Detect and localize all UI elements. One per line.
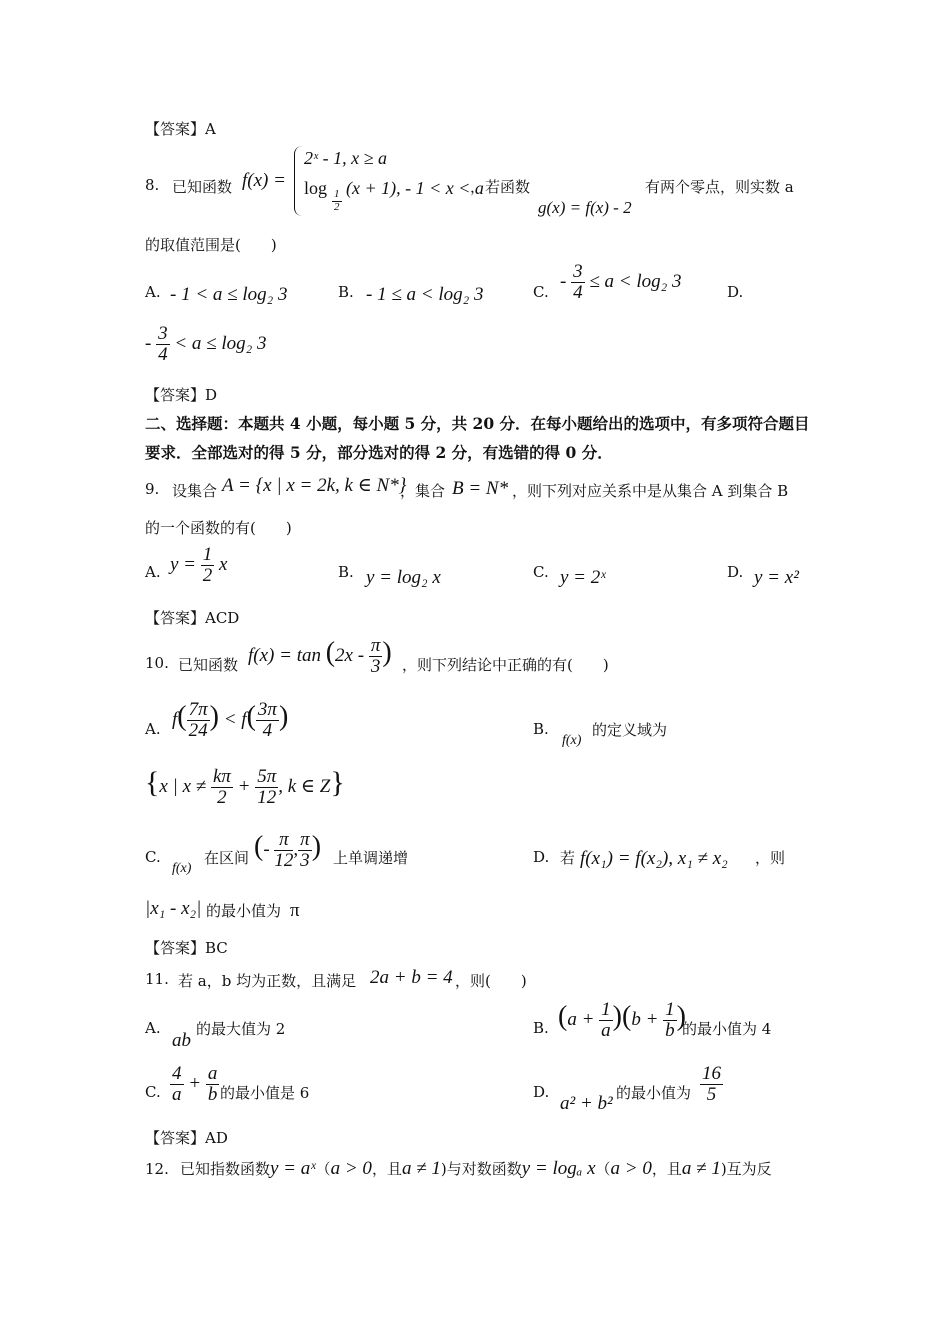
q10-option-d-abs: |x₁ - x₂|	[145, 898, 202, 919]
option-label: D.	[727, 283, 744, 301]
option-label: B.	[338, 563, 354, 581]
set-a: A = {x | x = 2k, k ∈ N*}	[222, 475, 407, 496]
q8-tail-text: 有两个零点，则实数 a	[645, 178, 794, 196]
log-base: $\frac{1}{2}$	[334, 188, 340, 213]
q8-option-b: - 1 ≤ a < log₂ 3	[366, 284, 484, 305]
q12-cond: a ≠ 1	[681, 1158, 721, 1179]
question-lead: 已知函数	[178, 656, 239, 674]
q12-text: )互为反	[720, 1160, 772, 1178]
q12-exp-function: y = aˣ	[269, 1158, 316, 1179]
q11-option-b-math: (a + $\frac{1}{a}$ )(b + $\frac{1}{b}$ )	[558, 999, 686, 1041]
q11-option-d-frac: $\frac{16}{5}$	[702, 1063, 721, 1105]
option-label: C.	[145, 848, 161, 866]
set-b: B = N*	[452, 478, 509, 499]
q10-option-c-fx: f(x)	[172, 861, 192, 876]
q9-option-a: y = $\frac{1}{2}$ x	[170, 544, 228, 586]
question-number: 12.	[145, 1160, 169, 1178]
section-heading-line-2: 要求．全部选对的得 5 分，部分选对的得 2 分，有选错的得 0 分．	[145, 443, 613, 462]
q12-log-function: y = logₐ x	[521, 1158, 596, 1179]
piecewise-brace	[294, 146, 303, 216]
question-lead: 已知函数	[172, 178, 233, 196]
q12-punct: ，且	[651, 1160, 682, 1178]
q11-tail-text: ，则( )	[455, 972, 527, 990]
q8-option-a: - 1 < a ≤ log₂ 3	[170, 284, 288, 305]
q11-option-d-math: a² + b²	[560, 1093, 613, 1114]
function-g: g(x) = f(x) - 2	[538, 198, 632, 217]
q10-option-d-line2-text: 的最小值为	[206, 902, 282, 920]
q10-option-c-interval: (- $\frac{\pi}{12}$ , $\frac{\pi}{3}$ )	[254, 829, 322, 871]
q11-option-d-text: 的最小值为	[616, 1084, 692, 1102]
q12-punct: （	[315, 1160, 331, 1178]
q9-line-2: 的一个函数的有( )	[145, 519, 292, 537]
q10-option-d-math: f(x₁) = f(x₂), x₁ ≠ x₂	[580, 848, 728, 869]
question-lead: 设集合	[172, 482, 218, 500]
piece-2-rest: (x + 1), - 1 < x < a	[346, 178, 484, 198]
option-label: C.	[533, 563, 549, 581]
q8-line-2: 的取值范围是( )	[145, 236, 277, 254]
question-lead: 若 a，b 均为正数，且满足	[178, 972, 357, 990]
question-number: 9.	[145, 480, 160, 498]
q10-tail-text: ，则下列结论中正确的有( )	[402, 656, 609, 674]
answer-q8: 【答案】D	[145, 386, 218, 404]
q10-option-d-pi: π	[290, 900, 300, 921]
question-lead: 已知指数函数	[179, 1160, 270, 1178]
q12-punct: ，且	[371, 1160, 402, 1178]
answer-q10: 【答案】BC	[145, 939, 228, 957]
q9-tail-text: ，则下列对应关系中是从集合 A 到集合 B	[512, 482, 789, 500]
q11-option-a-text: 的最大值为 2	[196, 1020, 286, 1038]
question-number: 8.	[145, 176, 160, 194]
option-label: B.	[338, 283, 354, 301]
piece-2-log: log	[304, 178, 328, 198]
section-heading-line-1: 二、选择题：本题共 4 小题，每小题 5 分，共 20 分．在每小题给出的选项中，有多项符合题目	[145, 414, 810, 433]
option-label: A.	[145, 1019, 161, 1037]
option-label: A.	[145, 283, 161, 301]
option-label: D.	[533, 1083, 550, 1101]
q10-option-c-tail: 上单调递增	[333, 849, 409, 867]
option-label: C.	[145, 1083, 161, 1101]
answer-q7: 【答案】A	[145, 120, 216, 138]
q12-text: )与对数函数	[440, 1160, 522, 1178]
q12-cond: a ≠ 1	[401, 1158, 441, 1179]
q12-cond: a > 0	[610, 1158, 652, 1179]
question-number: 10.	[145, 654, 169, 672]
q12-cond: a > 0	[330, 1158, 372, 1179]
q8-option-c: - $\frac{3}{4}$ ≤ a < log₂ 3	[560, 261, 682, 303]
q9-option-b: y = log₂ x	[366, 567, 441, 588]
q11-condition: 2a + b = 4	[370, 967, 453, 988]
option-label: B.	[533, 1019, 549, 1037]
answer-q11: 【答案】AD	[145, 1129, 228, 1147]
answer-q9: 【答案】ACD	[145, 609, 240, 627]
q10-option-c-text: 在区间	[204, 849, 250, 867]
option-label: D.	[727, 563, 744, 581]
q9-option-c: y = 2ˣ	[560, 567, 606, 588]
function-f: f(x) =	[242, 170, 286, 191]
q11-option-b-text: 的最小值为 4	[682, 1020, 772, 1038]
q10-option-a: f( $\frac{7\pi}{24}$ ) < f( $\frac{3\pi}{4}$ )	[172, 699, 289, 741]
q8-mid-text: ，若函数	[470, 178, 531, 196]
q10-option-b-set: {x | x ≠ $\frac{k\pi}{2}$ + $\frac{5\pi}{12}$ , k ∈ Z}	[145, 766, 345, 809]
option-label: C.	[533, 283, 549, 301]
question-12	[145, 1158, 772, 1180]
q8-option-d: - $\frac{3}{4}$ < a ≤ log₂ 3	[145, 323, 267, 365]
option-label: D.	[533, 848, 550, 866]
piece-1: 2ˣ - 1, x ≥ a	[304, 148, 387, 168]
q12-punct: （	[595, 1160, 611, 1178]
q9-mid-text: ，集合	[400, 482, 446, 500]
function-f-tan: f(x) = tan (2x - $\frac{\pi}{3}$ )	[248, 635, 392, 677]
option-label: B.	[533, 720, 549, 738]
option-label: A.	[145, 563, 161, 581]
q9-option-d: y = x²	[754, 567, 799, 588]
q10-option-b-fx: f(x)	[562, 733, 582, 748]
option-label: A.	[145, 720, 161, 738]
q10-option-b-text: 的定义域为	[592, 721, 668, 739]
question-number: 11.	[145, 970, 169, 988]
q10-option-d-text: 若	[560, 849, 576, 867]
q11-option-c-text: 的最小值是 6	[220, 1084, 310, 1102]
q11-option-a-math: ab	[172, 1030, 191, 1051]
q11-option-c-math: $\frac{4}{a}$ + $\frac{a}{b}$	[172, 1063, 218, 1105]
q10-option-d-tail: ，则	[755, 849, 786, 867]
